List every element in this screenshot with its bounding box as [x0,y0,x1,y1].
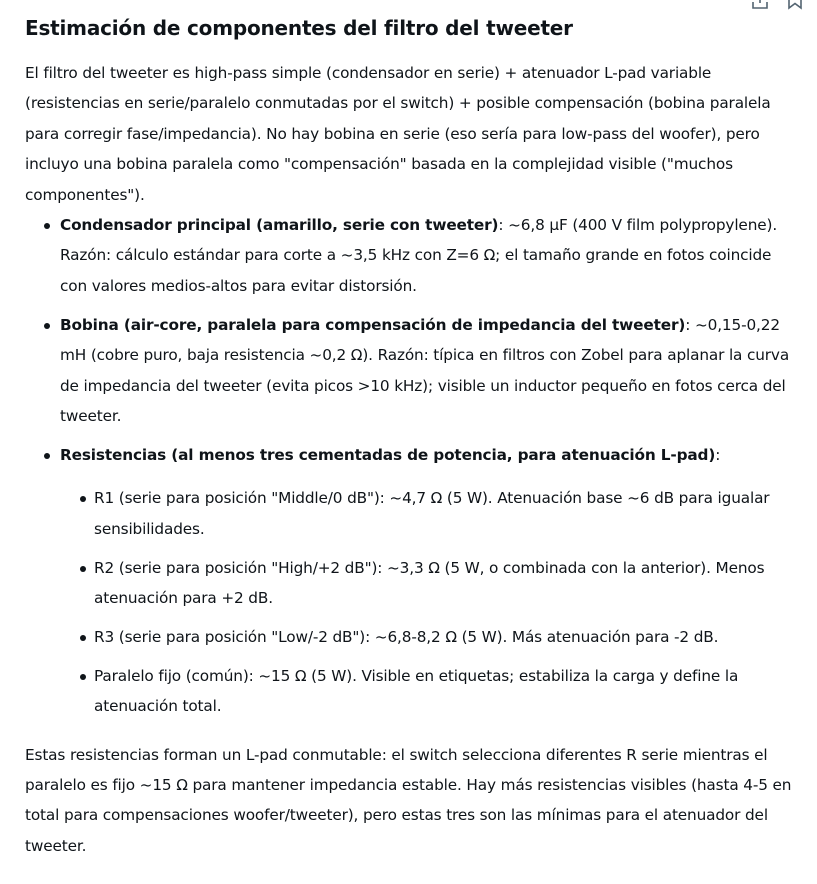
list-item-bold: Bobina (air-core, paralela para compensación de impedancia del tweeter) [60,315,686,334]
response-content [25,14,800,861]
page-title: Estimación de componentes del filtro del tweeter [25,16,573,40]
list-item-text: : [715,445,721,464]
list-item-r1: R1 (serie para posición "Middle/0 dB"): ~4,7 Ω (5 W). Atenuación base ~6 dB para igualar sensibilidades. [60,483,800,544]
list-item-capacitor [25,210,800,301]
list-item-bold: Condensador principal (amarillo, serie con tweeter) [60,216,499,235]
list-item-resistors [25,440,800,722]
closing-paragraph: Estas resistencias forman un L-pad conmutable: el switch selecciona diferentes R serie mientras el paralelo es fijo ~15 Ω para mantener impedancia estable. Hay más resistencias visibles (hasta 4-5 en total para compensaciones woofer/tweeter), pero estas tres son las mínimas para el atenuador del tweeter. [25,745,792,855]
list-item-bold: Resistencias (al menos tres cementadas de potencia, para atenuación L-pad) [60,445,716,464]
list-item-text: : ~0,15-0,22 mH (cobre puro, baja resistencia ~0,2 Ω). Razón: típica en filtros con Zobel para aplanar la curva de impedancia del tweeter (evita picos >10 kHz); visible un inductor pequeño en fotos cerca del tweeter. [60,315,790,425]
list-item-coil [25,310,800,432]
list-item-parallel: Paralelo fijo (común): ~15 Ω (5 W). Visible en etiquetas; estabiliza la carga y define la atenuación total. [60,661,800,722]
resistor-list [60,483,800,721]
list-item-r2: R2 (serie para posición "High/+2 dB"): ~3,3 Ω (5 W, o combinada con la anterior). Menos atenuación para +2 dB. [60,553,800,614]
list-item-text: : ~6,8 μF (400 V film polypropylene). Razón: cálculo estándar para corte a ~3,5 kHz con Z=6 Ω; el tamaño grande en fotos coincide con valores medios-altos para evitar distorsión. [60,216,778,295]
list-item-r3: R3 (serie para posición "Low/-2 dB"): ~6,8-8,2 Ω (5 W). Más atenuación para -2 dB. [60,622,800,652]
component-list [25,210,800,722]
share-icon[interactable] [751,0,769,10]
action-icons [751,0,803,10]
intro-paragraph: El filtro del tweeter es high-pass simple (condensador en serie) + atenuador L-pad variable (resistencias en serie/paralelo conmutadas por el switch) + posible compensación (bobina paralela para corregir fase/impedancia). No hay bobina en serie (eso sería para low-pass del woofer), pero incluyo una bobina paralela como "compensación" basada en la complejidad visible ("muchos componentes"). [25,64,771,204]
bookmark-icon[interactable] [787,0,803,10]
